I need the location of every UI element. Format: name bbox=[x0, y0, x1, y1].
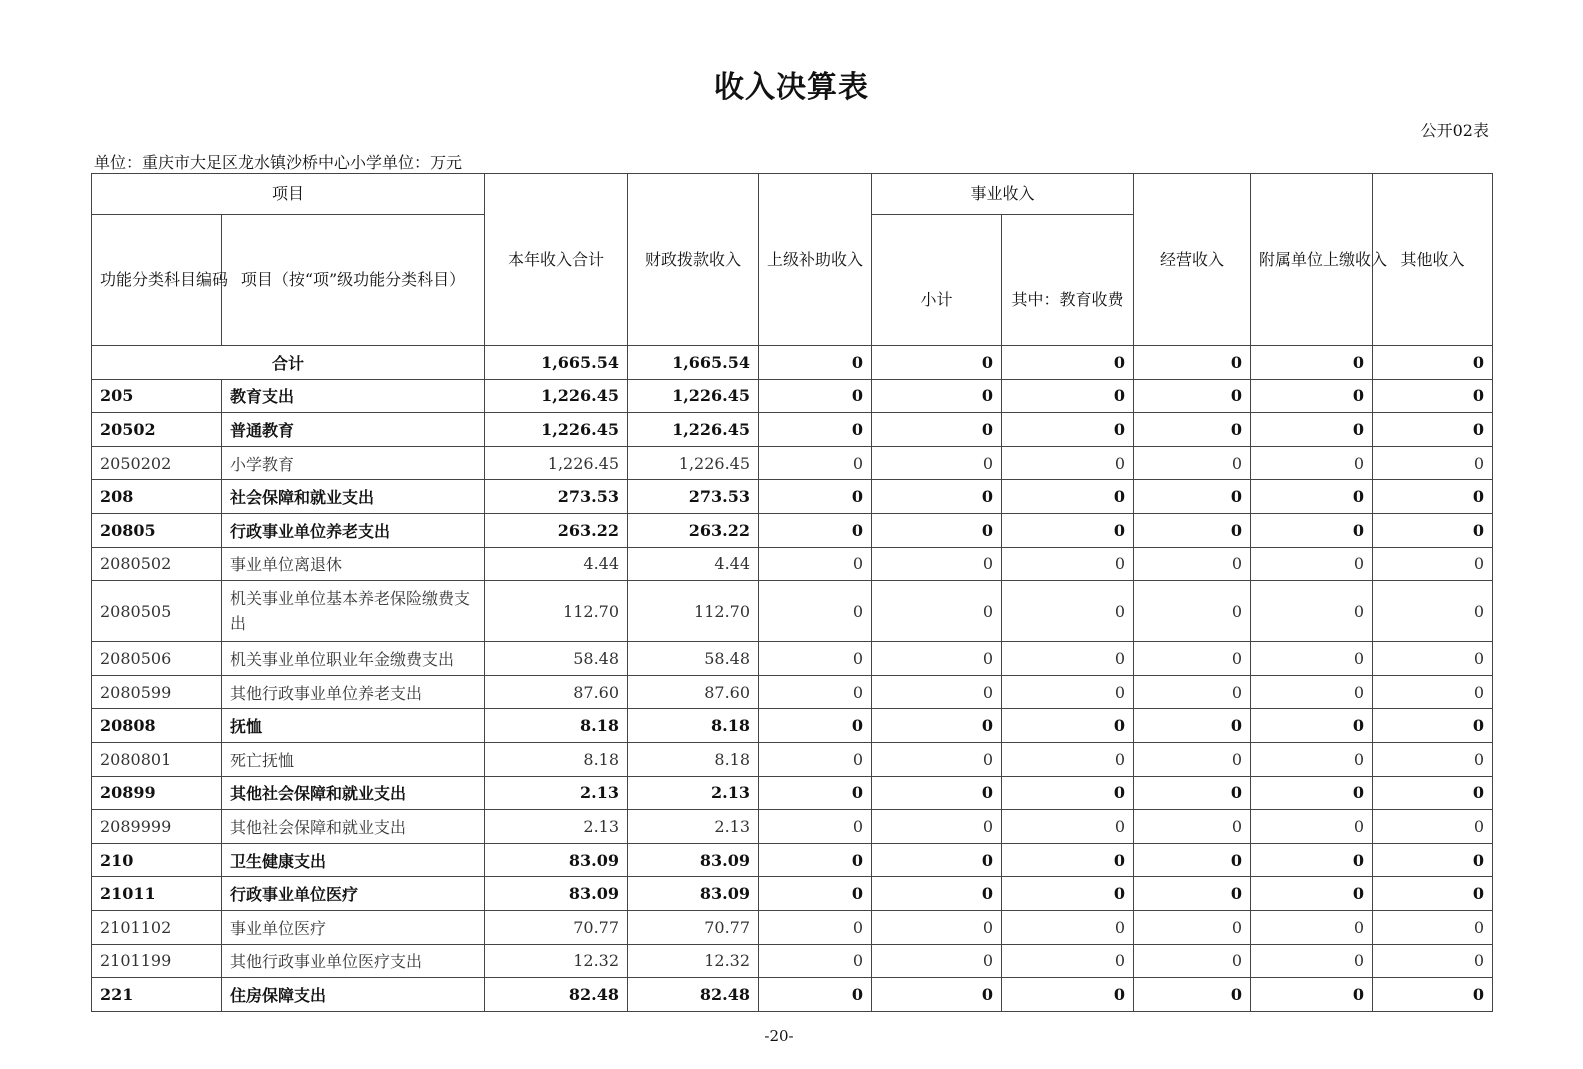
cell-other: 0 bbox=[1373, 547, 1493, 581]
cell-edu-fee: 0 bbox=[1002, 810, 1134, 844]
cell-edu-fee: 0 bbox=[1002, 776, 1134, 810]
cell-code: 2050202 bbox=[92, 446, 222, 480]
cell-name: 死亡抚恤 bbox=[222, 742, 485, 776]
cell-affiliated: 0 bbox=[1251, 379, 1373, 413]
total-row bbox=[92, 346, 1493, 380]
cell-subtotal: 0 bbox=[872, 446, 1002, 480]
cell-other: 0 bbox=[1373, 944, 1493, 978]
cell-business: 0 bbox=[1134, 742, 1251, 776]
cell-superior: 0 bbox=[759, 675, 872, 709]
total-fiscal: 1,665.54 bbox=[628, 346, 759, 380]
cell-edu-fee: 0 bbox=[1002, 413, 1134, 447]
cell-total: 273.53 bbox=[485, 480, 628, 514]
cell-subtotal: 0 bbox=[872, 513, 1002, 547]
total-business: 0 bbox=[1134, 346, 1251, 380]
cell-other: 0 bbox=[1373, 480, 1493, 514]
cell-fiscal: 8.18 bbox=[628, 709, 759, 743]
cell-fiscal: 2.13 bbox=[628, 776, 759, 810]
cell-total: 82.48 bbox=[485, 978, 628, 1012]
cell-subtotal: 0 bbox=[872, 944, 1002, 978]
cell-superior: 0 bbox=[759, 877, 872, 911]
cell-subtotal: 0 bbox=[872, 642, 1002, 676]
cell-edu-fee: 0 bbox=[1002, 843, 1134, 877]
cell-name: 其他行政事业单位医疗支出 bbox=[222, 944, 485, 978]
table-row bbox=[92, 709, 1493, 743]
table-row bbox=[92, 843, 1493, 877]
cell-business: 0 bbox=[1134, 480, 1251, 514]
cell-subtotal: 0 bbox=[872, 675, 1002, 709]
cell-affiliated: 0 bbox=[1251, 944, 1373, 978]
cell-total: 83.09 bbox=[485, 843, 628, 877]
header-edu-fee: 其中：教育收费 bbox=[1002, 215, 1134, 346]
cell-subtotal: 0 bbox=[872, 843, 1002, 877]
cell-fiscal: 263.22 bbox=[628, 513, 759, 547]
cell-business: 0 bbox=[1134, 978, 1251, 1012]
cell-business: 0 bbox=[1134, 513, 1251, 547]
header-name: 项目（按“项”级功能分类科目） bbox=[222, 215, 485, 346]
cell-business: 0 bbox=[1134, 642, 1251, 676]
cell-other: 0 bbox=[1373, 910, 1493, 944]
cell-code: 20502 bbox=[92, 413, 222, 447]
cell-superior: 0 bbox=[759, 944, 872, 978]
cell-name: 抚恤 bbox=[222, 709, 485, 743]
header-fiscal: 财政拨款收入 bbox=[628, 174, 759, 346]
cell-subtotal: 0 bbox=[872, 709, 1002, 743]
cell-subtotal: 0 bbox=[872, 810, 1002, 844]
header-total: 本年收入合计 bbox=[485, 174, 628, 346]
header-affiliated: 附属单位上缴收入 bbox=[1251, 174, 1373, 346]
cell-total: 1,226.45 bbox=[485, 379, 628, 413]
header-project-group: 项目 bbox=[92, 174, 485, 215]
header-code: 功能分类科目编码 bbox=[92, 215, 222, 346]
cell-superior: 0 bbox=[759, 446, 872, 480]
cell-subtotal: 0 bbox=[872, 379, 1002, 413]
cell-code: 2101199 bbox=[92, 944, 222, 978]
cell-name: 事业单位医疗 bbox=[222, 910, 485, 944]
cell-business: 0 bbox=[1134, 810, 1251, 844]
cell-name: 其他社会保障和就业支出 bbox=[222, 776, 485, 810]
cell-name: 机关事业单位基本养老保险缴费支出 bbox=[222, 581, 485, 642]
cell-affiliated: 0 bbox=[1251, 843, 1373, 877]
cell-superior: 0 bbox=[759, 413, 872, 447]
cell-subtotal: 0 bbox=[872, 413, 1002, 447]
page-title: 收入决算表 bbox=[714, 70, 869, 105]
total-edu-fee: 0 bbox=[1002, 346, 1134, 380]
cell-fiscal: 70.77 bbox=[628, 910, 759, 944]
cell-affiliated: 0 bbox=[1251, 480, 1373, 514]
cell-name: 行政事业单位养老支出 bbox=[222, 513, 485, 547]
cell-fiscal: 83.09 bbox=[628, 877, 759, 911]
cell-affiliated: 0 bbox=[1251, 910, 1373, 944]
cell-code: 2080599 bbox=[92, 675, 222, 709]
cell-business: 0 bbox=[1134, 910, 1251, 944]
cell-total: 12.32 bbox=[485, 944, 628, 978]
cell-fiscal: 8.18 bbox=[628, 742, 759, 776]
cell-other: 0 bbox=[1373, 675, 1493, 709]
table-row bbox=[92, 978, 1493, 1012]
cell-subtotal: 0 bbox=[872, 581, 1002, 642]
cell-business: 0 bbox=[1134, 581, 1251, 642]
cell-superior: 0 bbox=[759, 810, 872, 844]
table-row bbox=[92, 446, 1493, 480]
cell-code: 205 bbox=[92, 379, 222, 413]
cell-name: 机关事业单位职业年金缴费支出 bbox=[222, 642, 485, 676]
table-row bbox=[92, 547, 1493, 581]
header-superior: 上级补助收入 bbox=[759, 174, 872, 346]
cell-code: 20805 bbox=[92, 513, 222, 547]
cell-edu-fee: 0 bbox=[1002, 944, 1134, 978]
cell-other: 0 bbox=[1373, 413, 1493, 447]
cell-code: 2080502 bbox=[92, 547, 222, 581]
total-subtotal: 0 bbox=[872, 346, 1002, 380]
cell-other: 0 bbox=[1373, 742, 1493, 776]
cell-superior: 0 bbox=[759, 379, 872, 413]
cell-edu-fee: 0 bbox=[1002, 709, 1134, 743]
cell-superior: 0 bbox=[759, 709, 872, 743]
cell-name: 事业单位离退休 bbox=[222, 547, 485, 581]
cell-business: 0 bbox=[1134, 776, 1251, 810]
cell-edu-fee: 0 bbox=[1002, 877, 1134, 911]
cell-affiliated: 0 bbox=[1251, 776, 1373, 810]
cell-affiliated: 0 bbox=[1251, 547, 1373, 581]
cell-affiliated: 0 bbox=[1251, 446, 1373, 480]
cell-superior: 0 bbox=[759, 910, 872, 944]
cell-name: 普通教育 bbox=[222, 413, 485, 447]
cell-edu-fee: 0 bbox=[1002, 910, 1134, 944]
table-row bbox=[92, 480, 1493, 514]
cell-subtotal: 0 bbox=[872, 776, 1002, 810]
cell-affiliated: 0 bbox=[1251, 642, 1373, 676]
cell-name: 社会保障和就业支出 bbox=[222, 480, 485, 514]
cell-code: 2080506 bbox=[92, 642, 222, 676]
cell-business: 0 bbox=[1134, 446, 1251, 480]
header-business: 经营收入 bbox=[1134, 174, 1251, 346]
table-row bbox=[92, 581, 1493, 642]
cell-edu-fee: 0 bbox=[1002, 379, 1134, 413]
cell-other: 0 bbox=[1373, 446, 1493, 480]
cell-subtotal: 0 bbox=[872, 978, 1002, 1012]
cell-total: 4.44 bbox=[485, 547, 628, 581]
cell-business: 0 bbox=[1134, 413, 1251, 447]
cell-name: 教育支出 bbox=[222, 379, 485, 413]
cell-code: 2080505 bbox=[92, 581, 222, 642]
page-number: -20- bbox=[764, 1027, 794, 1045]
cell-business: 0 bbox=[1134, 843, 1251, 877]
cell-superior: 0 bbox=[759, 978, 872, 1012]
form-number: 公开02表 bbox=[1420, 121, 1489, 140]
cell-fiscal: 82.48 bbox=[628, 978, 759, 1012]
cell-code: 2089999 bbox=[92, 810, 222, 844]
cell-total: 1,226.45 bbox=[485, 413, 628, 447]
cell-fiscal: 83.09 bbox=[628, 843, 759, 877]
cell-other: 0 bbox=[1373, 776, 1493, 810]
cell-affiliated: 0 bbox=[1251, 978, 1373, 1012]
cell-business: 0 bbox=[1134, 877, 1251, 911]
cell-subtotal: 0 bbox=[872, 742, 1002, 776]
cell-superior: 0 bbox=[759, 480, 872, 514]
cell-affiliated: 0 bbox=[1251, 742, 1373, 776]
cell-edu-fee: 0 bbox=[1002, 978, 1134, 1012]
cell-name: 住房保障支出 bbox=[222, 978, 485, 1012]
cell-superior: 0 bbox=[759, 547, 872, 581]
cell-edu-fee: 0 bbox=[1002, 446, 1134, 480]
cell-affiliated: 0 bbox=[1251, 810, 1373, 844]
cell-code: 21011 bbox=[92, 877, 222, 911]
cell-edu-fee: 0 bbox=[1002, 480, 1134, 514]
cell-total: 1,226.45 bbox=[485, 446, 628, 480]
cell-code: 2080801 bbox=[92, 742, 222, 776]
table-row bbox=[92, 642, 1493, 676]
cell-other: 0 bbox=[1373, 581, 1493, 642]
cell-total: 112.70 bbox=[485, 581, 628, 642]
income-table bbox=[91, 173, 1493, 1012]
cell-superior: 0 bbox=[759, 642, 872, 676]
cell-total: 2.13 bbox=[485, 810, 628, 844]
cell-code: 20808 bbox=[92, 709, 222, 743]
cell-other: 0 bbox=[1373, 513, 1493, 547]
cell-other: 0 bbox=[1373, 379, 1493, 413]
cell-edu-fee: 0 bbox=[1002, 581, 1134, 642]
cell-name: 行政事业单位医疗 bbox=[222, 877, 485, 911]
cell-fiscal: 58.48 bbox=[628, 642, 759, 676]
table-row bbox=[92, 877, 1493, 911]
cell-total: 263.22 bbox=[485, 513, 628, 547]
cell-edu-fee: 0 bbox=[1002, 742, 1134, 776]
cell-total: 70.77 bbox=[485, 910, 628, 944]
cell-business: 0 bbox=[1134, 547, 1251, 581]
cell-fiscal: 1,226.45 bbox=[628, 446, 759, 480]
table-row bbox=[92, 513, 1493, 547]
cell-subtotal: 0 bbox=[872, 877, 1002, 911]
cell-subtotal: 0 bbox=[872, 910, 1002, 944]
table-row bbox=[92, 810, 1493, 844]
cell-fiscal: 12.32 bbox=[628, 944, 759, 978]
cell-edu-fee: 0 bbox=[1002, 642, 1134, 676]
cell-code: 210 bbox=[92, 843, 222, 877]
cell-total: 8.18 bbox=[485, 709, 628, 743]
cell-name: 其他社会保障和就业支出 bbox=[222, 810, 485, 844]
cell-code: 2101102 bbox=[92, 910, 222, 944]
header-career-group: 事业收入 bbox=[872, 174, 1134, 215]
cell-other: 0 bbox=[1373, 709, 1493, 743]
table-row bbox=[92, 776, 1493, 810]
cell-total: 83.09 bbox=[485, 877, 628, 911]
cell-fiscal: 2.13 bbox=[628, 810, 759, 844]
table-row bbox=[92, 379, 1493, 413]
table-row bbox=[92, 413, 1493, 447]
cell-business: 0 bbox=[1134, 944, 1251, 978]
cell-name: 小学教育 bbox=[222, 446, 485, 480]
cell-code: 20899 bbox=[92, 776, 222, 810]
cell-other: 0 bbox=[1373, 843, 1493, 877]
cell-edu-fee: 0 bbox=[1002, 547, 1134, 581]
cell-subtotal: 0 bbox=[872, 547, 1002, 581]
cell-superior: 0 bbox=[759, 843, 872, 877]
cell-total: 58.48 bbox=[485, 642, 628, 676]
cell-fiscal: 1,226.45 bbox=[628, 379, 759, 413]
total-superior: 0 bbox=[759, 346, 872, 380]
cell-business: 0 bbox=[1134, 675, 1251, 709]
cell-total: 87.60 bbox=[485, 675, 628, 709]
cell-other: 0 bbox=[1373, 810, 1493, 844]
cell-name: 卫生健康支出 bbox=[222, 843, 485, 877]
cell-fiscal: 87.60 bbox=[628, 675, 759, 709]
cell-business: 0 bbox=[1134, 709, 1251, 743]
cell-other: 0 bbox=[1373, 877, 1493, 911]
cell-affiliated: 0 bbox=[1251, 877, 1373, 911]
total-total: 1,665.54 bbox=[485, 346, 628, 380]
cell-subtotal: 0 bbox=[872, 480, 1002, 514]
cell-superior: 0 bbox=[759, 513, 872, 547]
cell-fiscal: 4.44 bbox=[628, 547, 759, 581]
table-row bbox=[92, 910, 1493, 944]
total-affiliated: 0 bbox=[1251, 346, 1373, 380]
cell-total: 2.13 bbox=[485, 776, 628, 810]
cell-superior: 0 bbox=[759, 581, 872, 642]
cell-affiliated: 0 bbox=[1251, 581, 1373, 642]
table-row bbox=[92, 944, 1493, 978]
cell-fiscal: 112.70 bbox=[628, 581, 759, 642]
cell-superior: 0 bbox=[759, 742, 872, 776]
cell-affiliated: 0 bbox=[1251, 675, 1373, 709]
unit-line: 单位：重庆市大足区龙水镇沙桥中心小学单位：万元 bbox=[94, 153, 463, 172]
cell-affiliated: 0 bbox=[1251, 709, 1373, 743]
header-subtotal: 小计 bbox=[872, 215, 1002, 346]
cell-affiliated: 0 bbox=[1251, 513, 1373, 547]
cell-total: 8.18 bbox=[485, 742, 628, 776]
total-label: 合计 bbox=[92, 346, 485, 380]
total-other: 0 bbox=[1373, 346, 1493, 380]
cell-edu-fee: 0 bbox=[1002, 513, 1134, 547]
cell-name: 其他行政事业单位养老支出 bbox=[222, 675, 485, 709]
cell-edu-fee: 0 bbox=[1002, 675, 1134, 709]
cell-code: 221 bbox=[92, 978, 222, 1012]
cell-superior: 0 bbox=[759, 776, 872, 810]
table-row bbox=[92, 675, 1493, 709]
cell-other: 0 bbox=[1373, 642, 1493, 676]
cell-other: 0 bbox=[1373, 978, 1493, 1012]
header-other: 其他收入 bbox=[1373, 174, 1493, 346]
cell-code: 208 bbox=[92, 480, 222, 514]
cell-fiscal: 1,226.45 bbox=[628, 413, 759, 447]
cell-affiliated: 0 bbox=[1251, 413, 1373, 447]
table-row bbox=[92, 742, 1493, 776]
cell-fiscal: 273.53 bbox=[628, 480, 759, 514]
cell-business: 0 bbox=[1134, 379, 1251, 413]
